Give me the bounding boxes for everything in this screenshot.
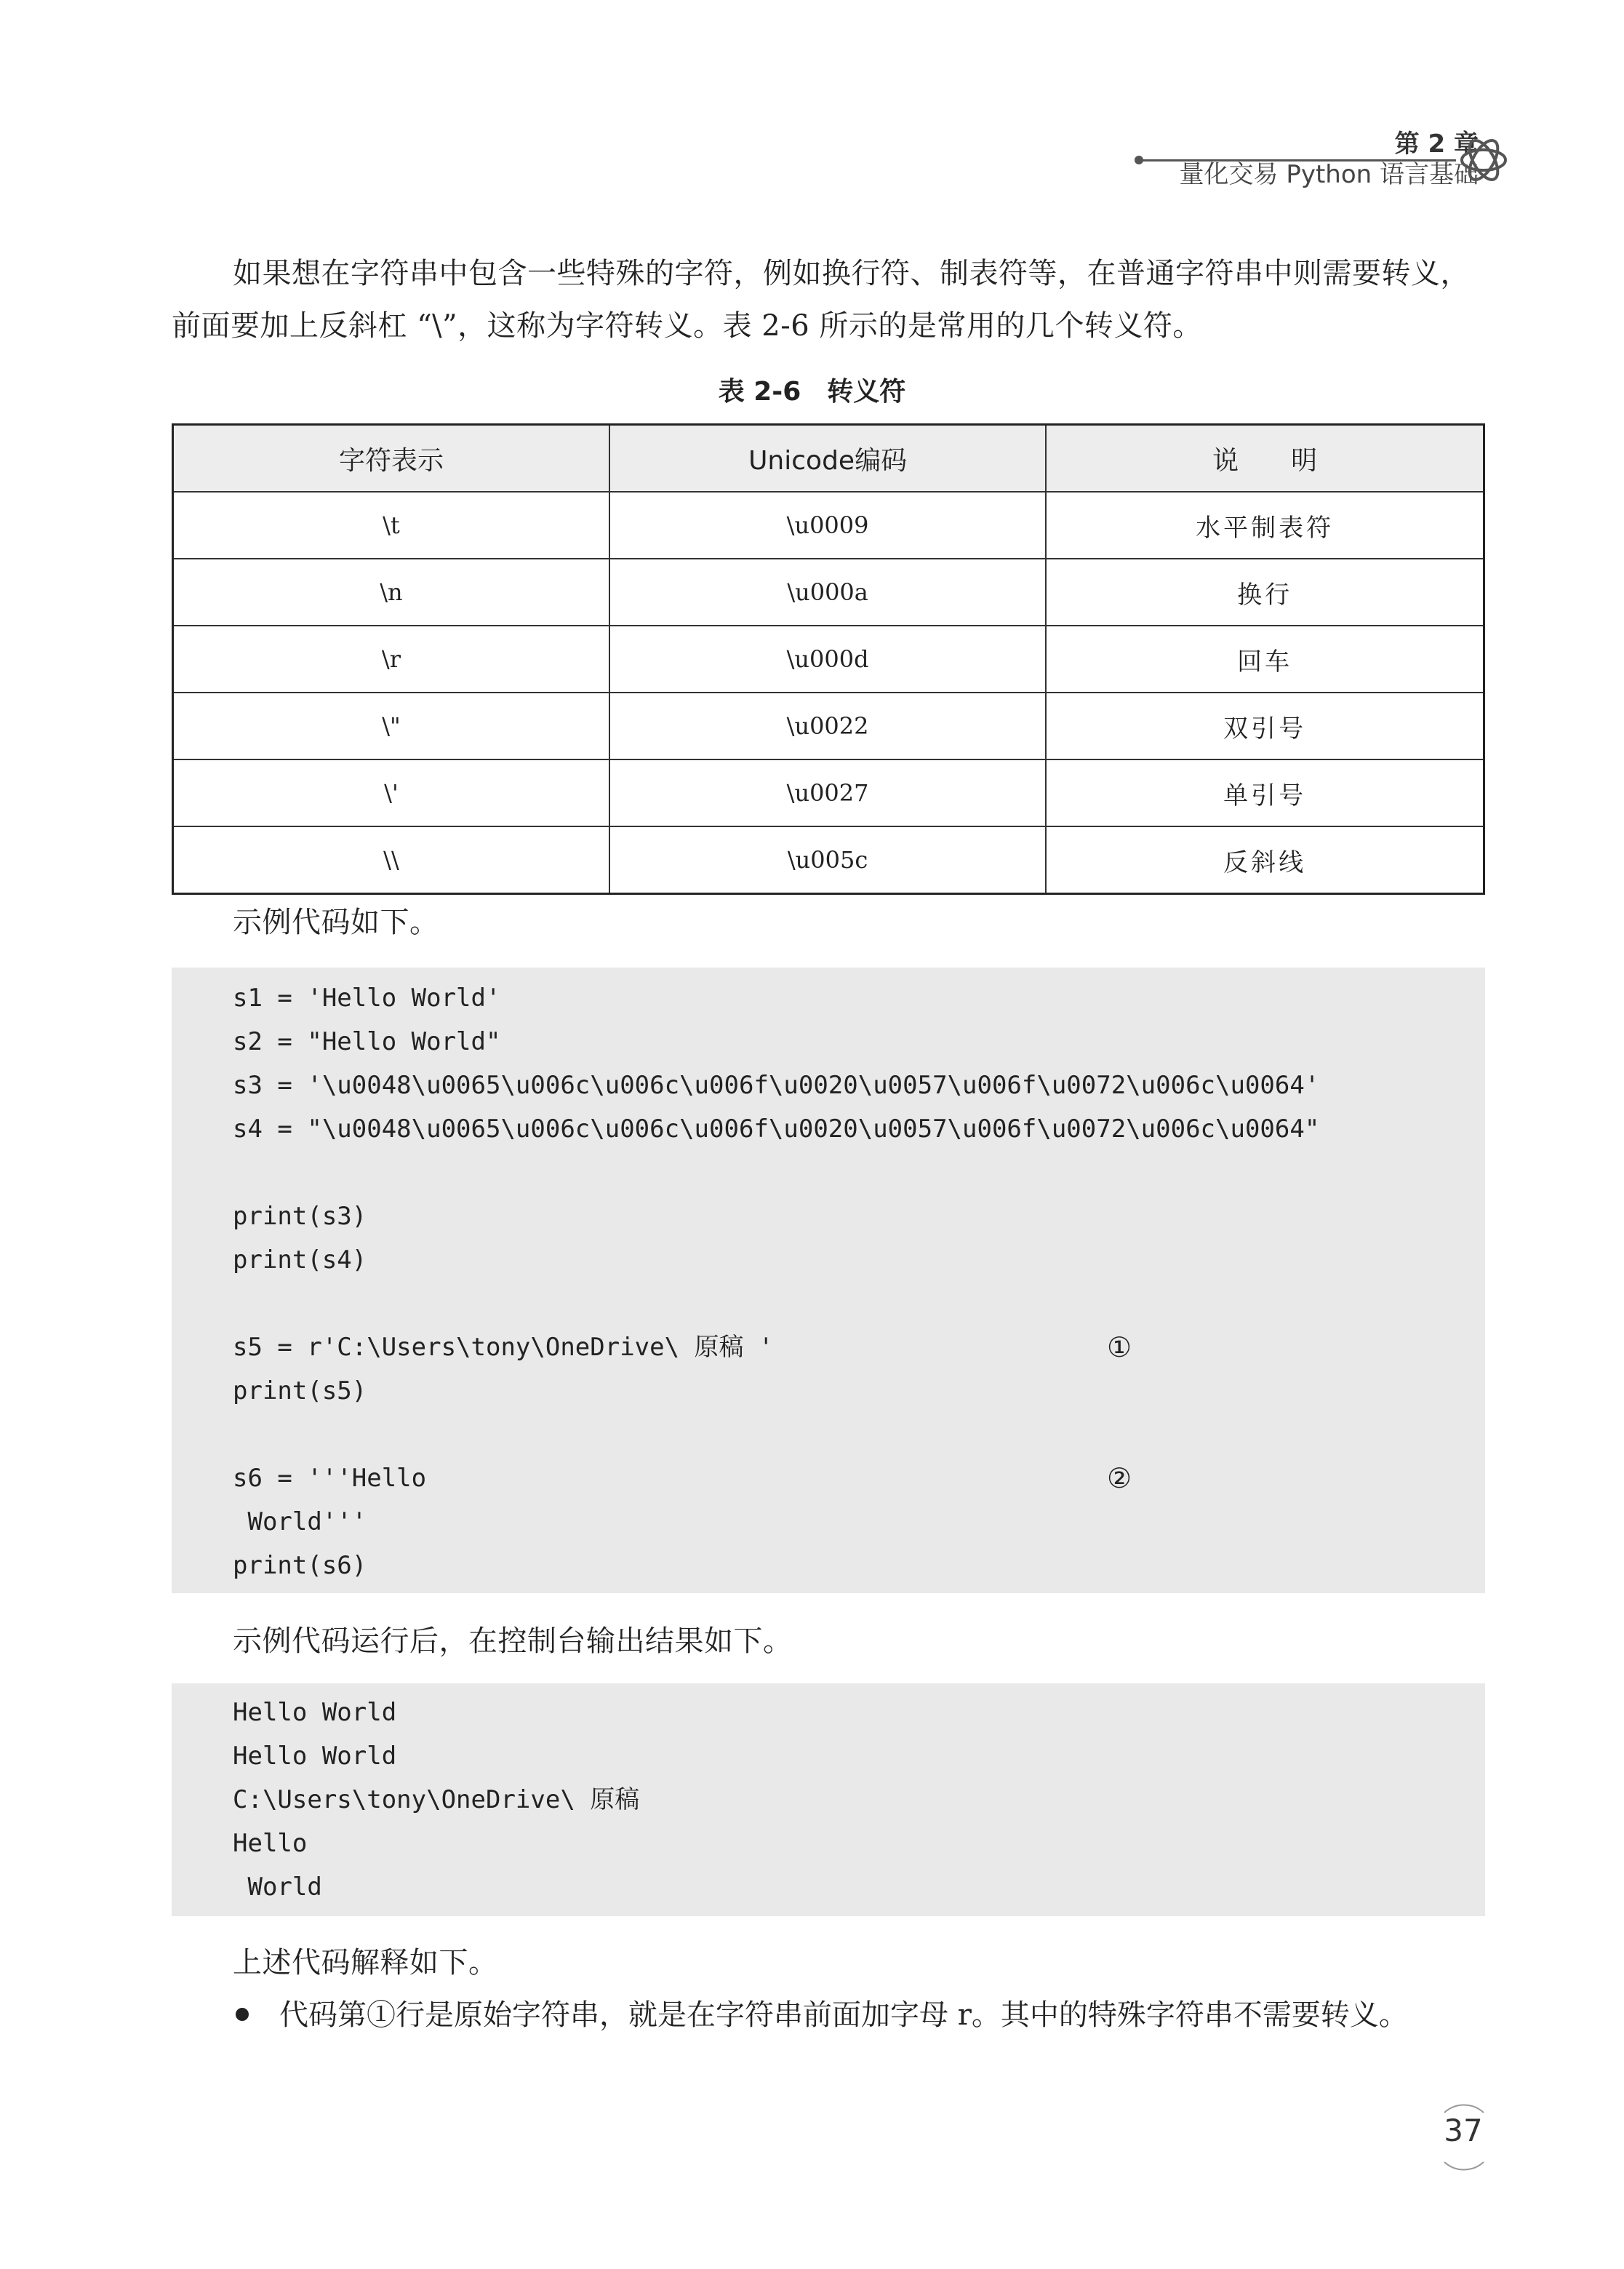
code-line: print(s3) <box>233 1202 367 1231</box>
table-row <box>173 693 1484 759</box>
cell-unicode: \u000d <box>609 626 1046 693</box>
code-line: s4 = "\u0048\u0065\u006c\u006c\u006f\u0020\u0057\u006f\u0072\u006c\u0064" <box>233 1114 1320 1144</box>
page-number: 37 <box>1444 2113 1483 2148</box>
chapter-label: 第 2 章 <box>1394 129 1479 159</box>
cell-unicode: \u0022 <box>609 693 1046 759</box>
line-marker-2: ② <box>1107 1462 1132 1494</box>
cell-unicode: \u000a <box>609 559 1046 626</box>
table-header-row <box>173 425 1484 493</box>
cell-char: \' <box>173 759 609 826</box>
explain-label: 上述代码解释如下。 <box>233 1946 498 1979</box>
cell-desc: 双引号 <box>1046 693 1484 759</box>
table-row <box>173 559 1484 626</box>
table-row <box>173 826 1484 894</box>
code-line-with-mark <box>233 1456 1485 1500</box>
col-header-unicode: Unicode编码 <box>609 425 1046 493</box>
table-row <box>173 759 1484 826</box>
cell-char: \n <box>173 559 609 626</box>
col-header-char: 字符表示 <box>173 425 609 493</box>
cell-desc: 回车 <box>1046 626 1484 693</box>
intro-line-1: 如果想在字符串中包含一些特殊的字符，例如换行符、制表符等，在普通字符串中则需要转义， <box>233 257 1470 290</box>
table-row <box>173 626 1484 693</box>
table-row <box>173 492 1484 559</box>
code-line: World''' <box>233 1507 367 1536</box>
code-line: print(s6) <box>233 1551 367 1580</box>
cell-desc: 水平制表符 <box>1046 492 1484 559</box>
chapter-title: 量化交易 Python 语言基础 <box>1179 160 1479 189</box>
cell-char: \r <box>173 626 609 693</box>
code-line <box>233 1151 1485 1195</box>
code-line: s1 = 'Hello World' <box>233 984 501 1013</box>
code-block-output <box>172 1683 1485 1916</box>
code-line-with-mark <box>233 1325 1485 1369</box>
code-line <box>233 1282 1485 1325</box>
table-caption: 表 2-6 转义符 <box>718 377 906 407</box>
code-line: print(s5) <box>233 1376 367 1405</box>
output-line: Hello World <box>233 1698 397 1727</box>
cell-desc: 换行 <box>1046 559 1484 626</box>
code-line: s2 = "Hello World" <box>233 1027 501 1056</box>
cell-desc: 单引号 <box>1046 759 1484 826</box>
intro-line-2: 前面要加上反斜杠 “\”，这称为字符转义。表 2-6 所示的是常用的几个转义符。 <box>172 309 1202 343</box>
cell-char: \\ <box>173 826 609 894</box>
escape-table <box>172 423 1485 895</box>
code-text: s5 = r'C:\Users\tony\OneDrive\ 原稿 ' <box>233 1333 774 1362</box>
code-line <box>233 1413 1485 1456</box>
code-line: print(s4) <box>233 1245 367 1275</box>
output-label: 示例代码运行后，在控制台输出结果如下。 <box>233 1624 793 1658</box>
running-header <box>1180 129 1479 191</box>
cell-unicode: \u0009 <box>609 492 1046 559</box>
code-text: s6 = '''Hello <box>233 1464 427 1493</box>
cell-unicode: \u0027 <box>609 759 1046 826</box>
openai-logo-icon <box>1455 131 1513 189</box>
output-line: Hello World <box>233 1742 397 1771</box>
code-block-source <box>172 968 1485 1593</box>
cell-desc: 反斜线 <box>1046 826 1484 894</box>
output-line: World <box>233 1873 322 1902</box>
output-line: Hello <box>233 1829 308 1858</box>
cell-char: \t <box>173 492 609 559</box>
bullet-icon <box>236 2008 249 2021</box>
sample-code-label: 示例代码如下。 <box>233 906 439 939</box>
cell-unicode: \u005c <box>609 826 1046 894</box>
cell-char: \" <box>173 693 609 759</box>
bullet-item-1: 代码第①行是原始字符串，就是在字符串前面加字母 r。其中的特殊字符串不需要转义。 <box>279 1998 1408 2032</box>
col-header-desc: 说 明 <box>1046 425 1484 493</box>
output-line: C:\Users\tony\OneDrive\ 原稿 <box>233 1785 640 1814</box>
code-line: s3 = '\u0048\u0065\u006c\u006c\u006f\u0020\u0057\u006f\u0072\u006c\u0064' <box>233 1071 1320 1100</box>
line-marker-1: ① <box>1107 1331 1132 1363</box>
